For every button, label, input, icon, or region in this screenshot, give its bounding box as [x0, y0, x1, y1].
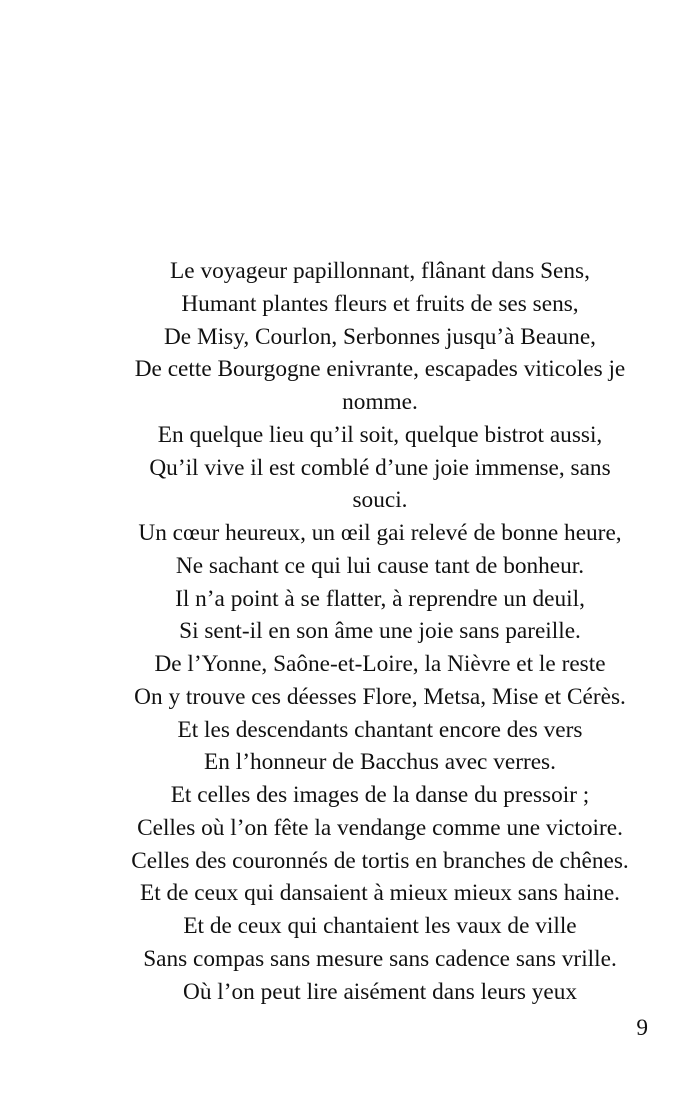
verse-line: Et les descendants chantant encore des vers — [177, 716, 583, 743]
verse-line: Et de ceux qui chantaient les vaux de ville — [183, 913, 577, 939]
verse-line: Celles des couronnés de tortis en branches de chênes. — [131, 847, 629, 874]
verse-line: Celles où l’on fête la vendange comme une victoire. — [137, 814, 623, 841]
verse-line: Ne sachant ce qui lui cause tant de bonheur. — [175, 552, 585, 579]
verse-line: Un cœur heureux, un œil gai relevé de bonne heure, — [138, 520, 622, 546]
verse-line: De Misy, Courlon, Serbonnes jusqu’à Beaune, — [163, 323, 596, 350]
verse-line: Qu’il vive il est comblé d’une joie immense, sans — [149, 454, 611, 481]
verse-line: De cette Bourgogne enivrante, escapades viticoles je — [134, 356, 626, 383]
verse-line: Et de ceux qui dansaient à mieux mieux sans haine. — [139, 880, 621, 907]
verse-line: En quelque lieu qu’il soit, quelque bistrot aussi, — [157, 421, 603, 448]
poem-text — [100, 255, 660, 1008]
verse-line: On y trouve ces déesses Flore, Metsa, Mise et Cérès. — [134, 683, 626, 710]
verse-line: Humant plantes fleurs et fruits de ses sens, — [181, 290, 579, 317]
verse-line: De l’Yonne, Saône-et-Loire, la Nièvre et le reste — [154, 651, 606, 677]
verse-line: Et celles des images de la danse du pressoir ; — [170, 782, 590, 808]
verse-line-continuation: souci. — [352, 487, 408, 514]
verse-line: Si sent-il en son âme une joie sans pareille. — [179, 618, 581, 645]
verse-line: Sans compas sans mesure sans cadence sans vrille. — [143, 945, 617, 972]
page-number: 9 — [636, 1015, 648, 1041]
verse-line: Il n’a point à se flatter, à reprendre un deuil, — [175, 585, 585, 612]
verse-line: En l’honneur de Bacchus avec verres. — [204, 749, 556, 776]
verse-line: Où l’on peut lire aisément dans leurs yeux — [183, 978, 577, 1005]
verse-line: Le voyageur papillonnant, flânant dans Sens, — [170, 258, 590, 284]
verse-line-continuation: nomme. — [342, 389, 418, 415]
